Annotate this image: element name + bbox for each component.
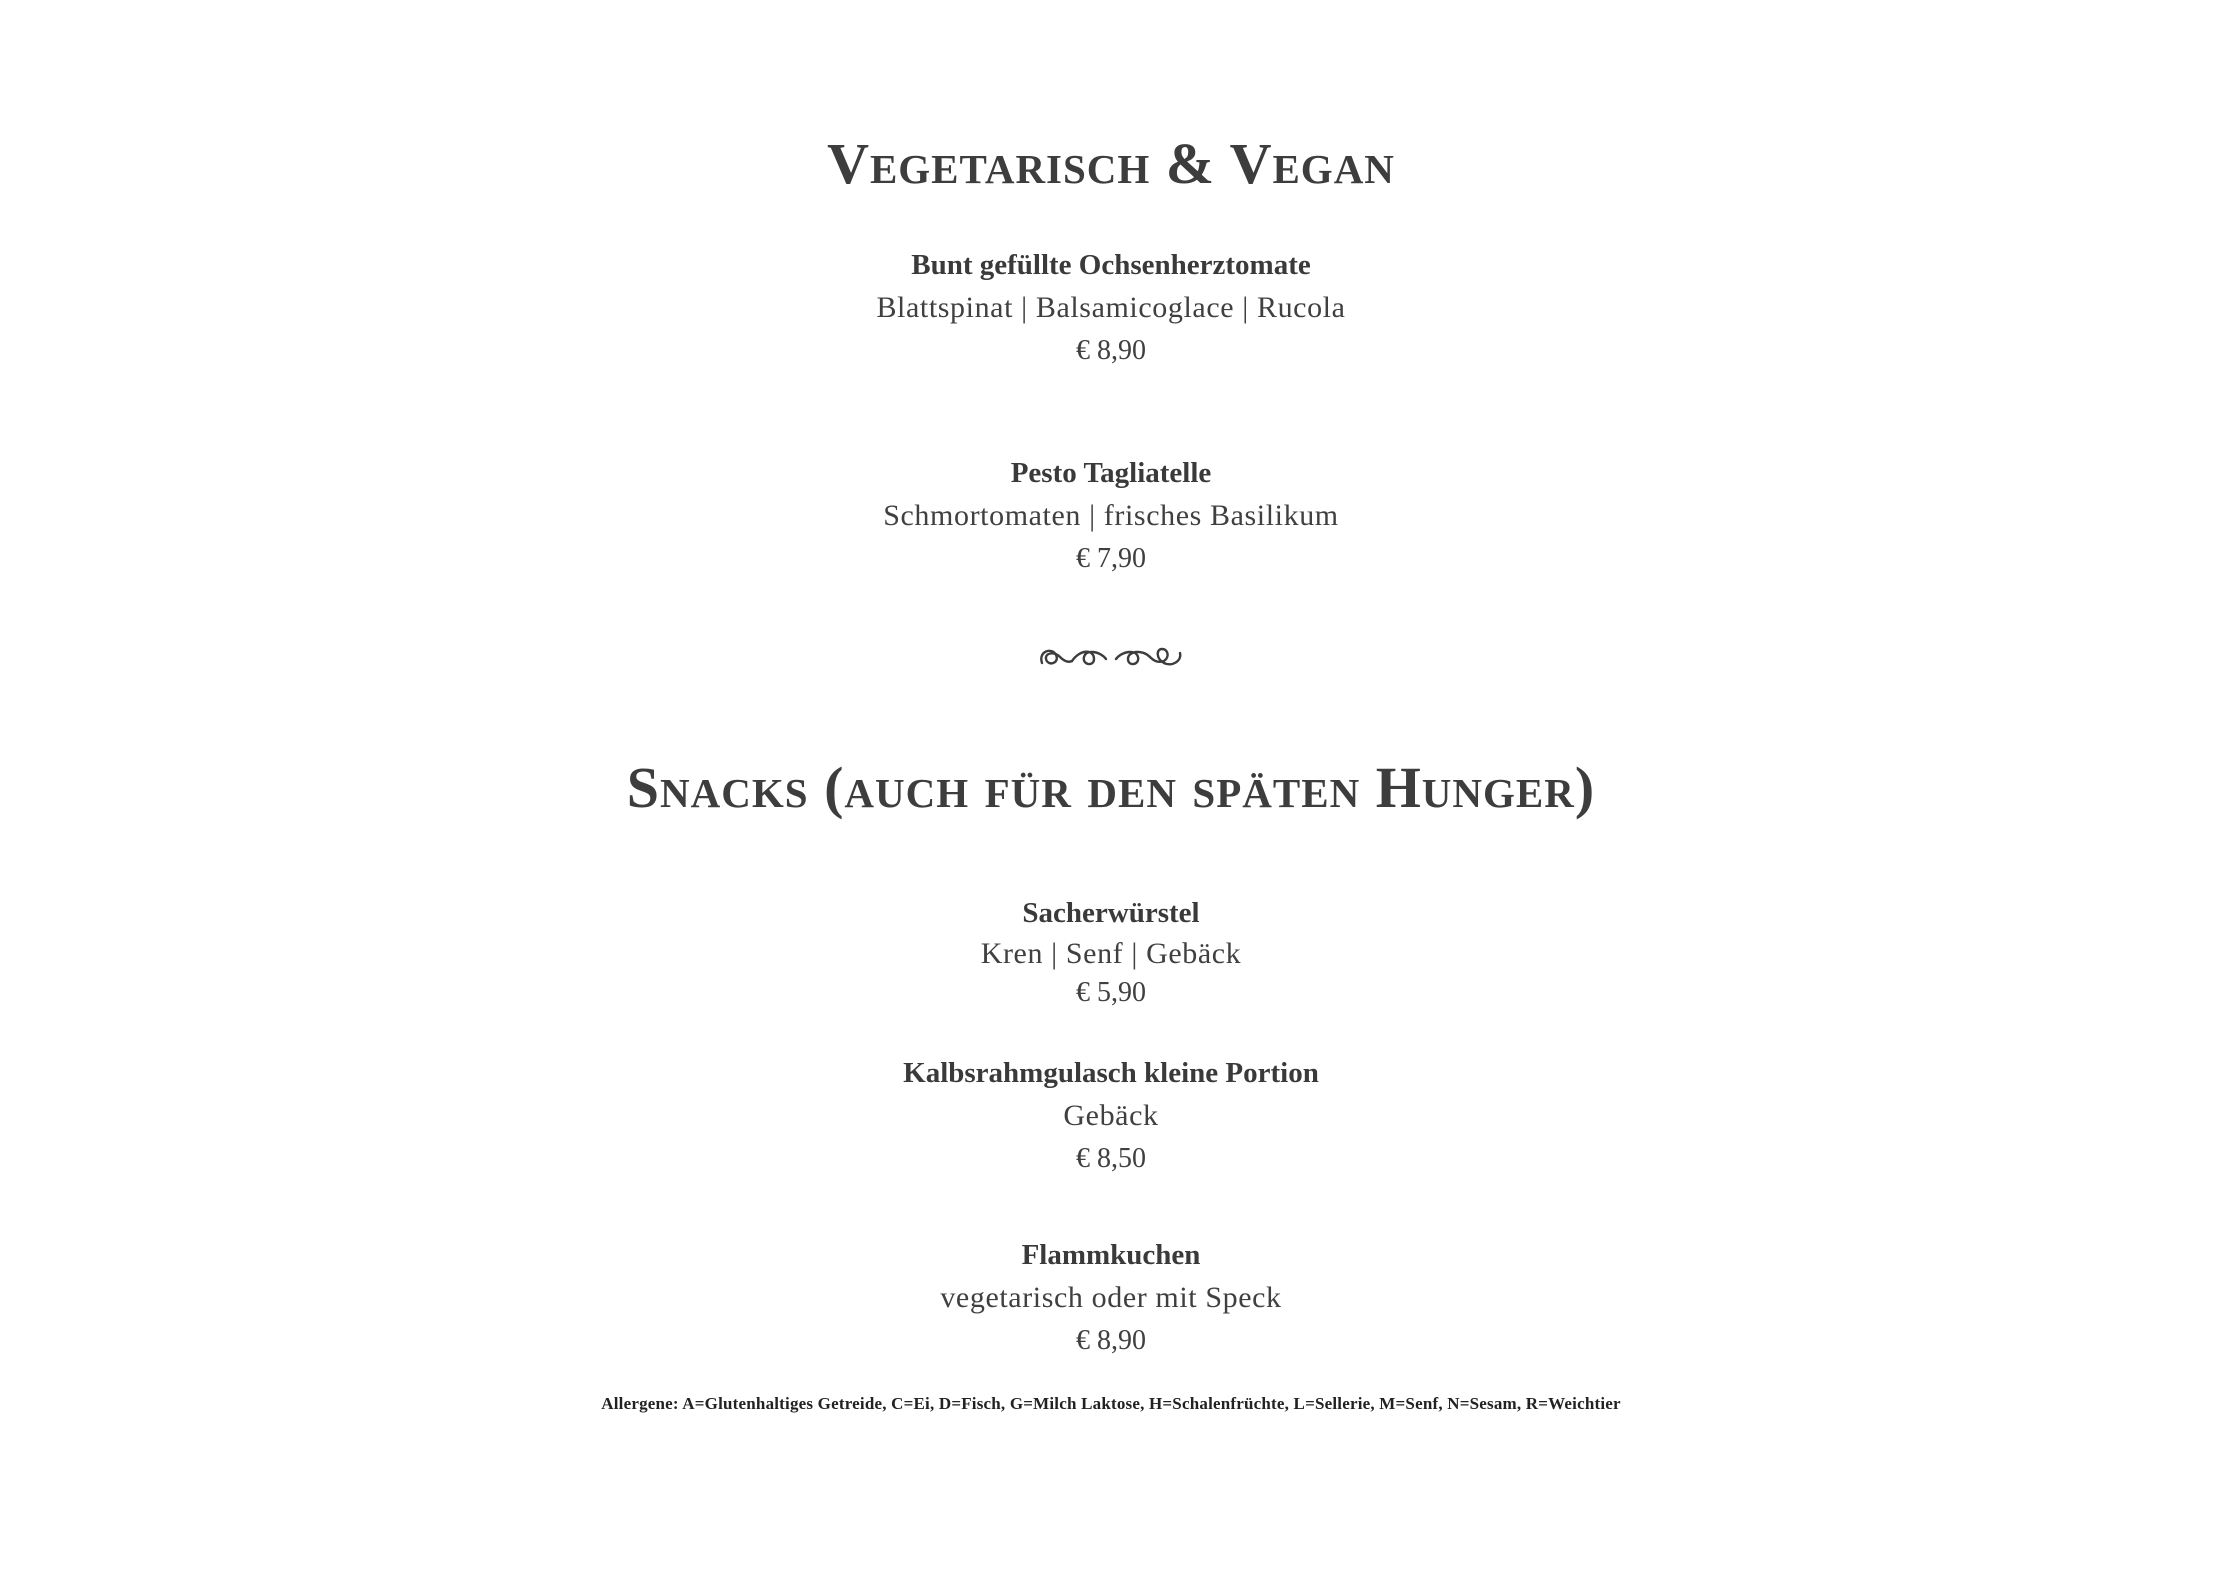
- item-description: Blattspinat | Balsamicoglace | Rucola: [876, 291, 1346, 324]
- item-description: vegetarisch oder mit Speck: [940, 1281, 1282, 1314]
- menu-item: [0, 892, 2222, 1012]
- section-title-snacks: Snacks (auch für den späten Hunger): [626, 755, 1596, 820]
- menu-item: [0, 1234, 2222, 1362]
- item-description: Gebäck: [1063, 1099, 1159, 1132]
- menu-item: [0, 1052, 2222, 1180]
- section-title-vegetarian: Vegetarisch & Vegan: [827, 131, 1395, 196]
- menu-item: [0, 452, 2222, 580]
- item-price: € 8,90: [1076, 335, 1146, 366]
- item-name: Pesto Tagliatelle: [1010, 457, 1212, 489]
- item-price: € 8,50: [1076, 1143, 1146, 1174]
- item-description: Schmortomaten | frisches Basilikum: [883, 499, 1339, 532]
- ornamental-flourish-icon: [0, 641, 2222, 676]
- item-name: Flammkuchen: [1021, 1239, 1201, 1271]
- item-price: € 8,90: [1076, 1325, 1146, 1356]
- item-description: Kren | Senf | Gebäck: [980, 937, 1242, 970]
- menu-item: [0, 244, 2222, 372]
- item-price: € 5,90: [1076, 977, 1146, 1008]
- allergen-legend: Allergene: A=Glutenhaltiges Getreide, C=Ei, D=Fisch, G=Milch Laktose, H=Schalenfrüchte, L=Sellerie, M=Senf, N=Sesam, R=Weichtier: [601, 1394, 1621, 1413]
- item-name: Sacherwürstel: [1022, 897, 1200, 929]
- item-name: Bunt gefüllte Ochsenherztomate: [911, 249, 1311, 281]
- item-name: Kalbsrahmgulasch kleine Portion: [903, 1057, 1319, 1089]
- item-price: € 7,90: [1076, 543, 1146, 574]
